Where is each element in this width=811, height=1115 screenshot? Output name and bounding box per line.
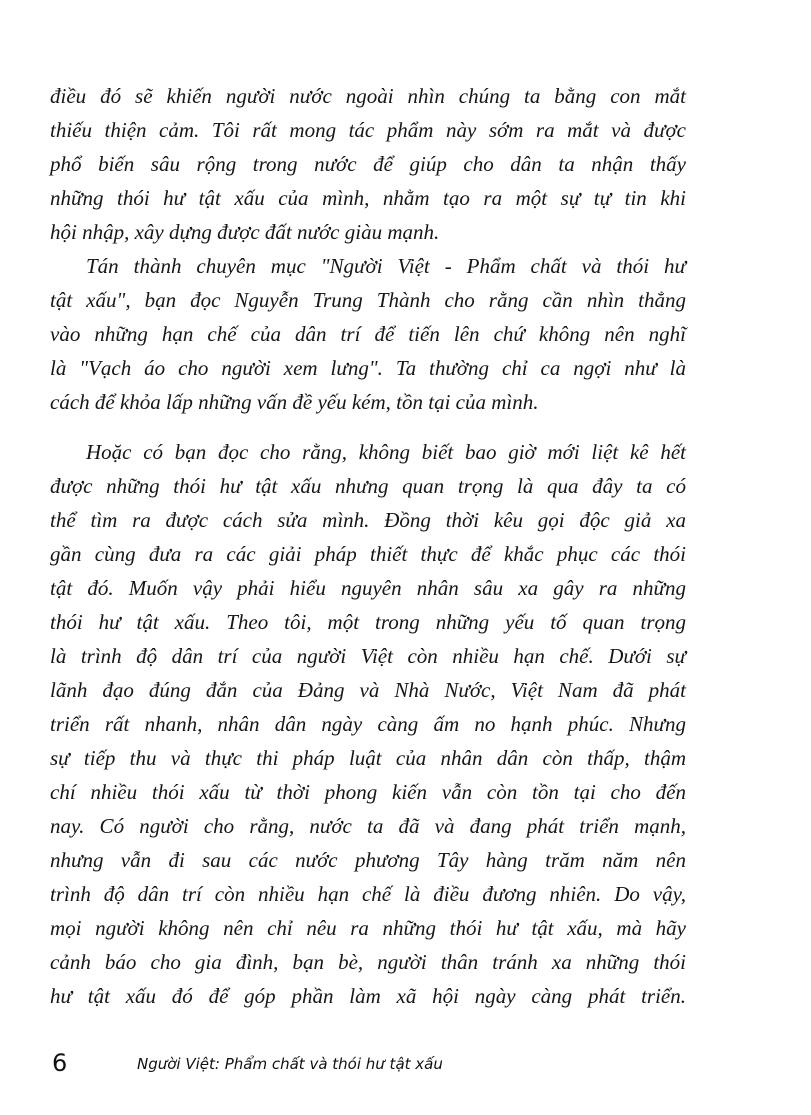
body-line-14: gần cùng đưa ra các giải pháp thiết thực để khắc phục các thói: [50, 542, 686, 566]
body-line-26: cảnh báo cho gia đình, bạn bè, người thân tránh xa những thói: [50, 950, 686, 974]
body-line-22: nay. Có người cho rằng, nước ta đã và đang phát triển mạnh,: [50, 814, 686, 838]
body-line-20: sự tiếp thu và thực thi pháp luật của nhân dân còn thấp, thậm: [50, 746, 686, 770]
body-line-4: những thói hư tật xấu của mình, nhằm tạo ra một sự tự tin khi: [50, 186, 686, 210]
body-line-27: hư tật xấu đó để góp phần làm xã hội ngày càng phát triển.: [50, 984, 686, 1008]
body-line-1: điều đó sẽ khiến người nước ngoài nhìn chúng ta bằng con mắt: [50, 84, 686, 108]
body-line-16: thói hư tật xấu. Theo tôi, một trong những yếu tố quan trọng: [50, 610, 686, 634]
body-line-9: là "Vạch áo cho người xem lưng". Ta thường chỉ ca ngợi như là: [50, 356, 686, 380]
body-line-6: Tán thành chuyên mục "Người Việt - Phẩm chất và thói hư: [86, 254, 686, 278]
body-line-2: thiếu thiện cảm. Tôi rất mong tác phẩm này sớm ra mắt và được: [50, 118, 686, 142]
page-number: 6: [52, 1049, 68, 1077]
body-line-19: triển rất nhanh, nhân dân ngày càng ấm no hạnh phúc. Nhưng: [50, 712, 686, 736]
body-line-15: tật đó. Muốn vậy phải hiểu nguyên nhân sâu xa gây ra những: [50, 576, 686, 600]
body-line-5: hội nhập, xây dựng được đất nước giàu mạnh.: [50, 220, 440, 244]
running-footer-title: Người Việt: Phẩm chất và thói hư tật xấu: [137, 1055, 443, 1073]
body-line-3: phổ biến sâu rộng trong nước để giúp cho dân ta nhận thấy: [50, 152, 686, 176]
body-line-12: được những thói hư tật xấu nhưng quan trọng là qua đây ta có: [50, 474, 686, 498]
body-line-7: tật xấu", bạn đọc Nguyễn Trung Thành cho rằng cần nhìn thẳng: [50, 288, 686, 312]
body-line-25: mọi người không nên chỉ nêu ra những thói hư tật xấu, mà hãy: [50, 916, 686, 940]
body-line-23: nhưng vẫn đi sau các nước phương Tây hàng trăm năm nên: [50, 848, 686, 872]
body-line-21: chí nhiều thói xấu từ thời phong kiến vẫn còn tồn tại cho đến: [50, 780, 686, 804]
body-line-10: cách để khỏa lấp những vấn đề yếu kém, tồn tại của mình.: [50, 390, 539, 414]
body-line-8: vào những hạn chế của dân trí để tiến lên chứ không nên nghĩ: [50, 322, 686, 346]
body-line-11: Hoặc có bạn đọc cho rằng, không biết bao giờ mới liệt kê hết: [86, 440, 686, 464]
body-line-18: lãnh đạo đúng đắn của Đảng và Nhà Nước, Việt Nam đã phát: [50, 678, 686, 702]
body-line-13: thể tìm ra được cách sửa mình. Đồng thời kêu gọi độc giả xa: [50, 508, 686, 532]
body-line-24: trình độ dân trí còn nhiều hạn chế là điều đương nhiên. Do vậy,: [50, 882, 686, 906]
body-line-17: là trình độ dân trí của người Việt còn nhiều hạn chế. Dưới sự: [50, 644, 686, 668]
